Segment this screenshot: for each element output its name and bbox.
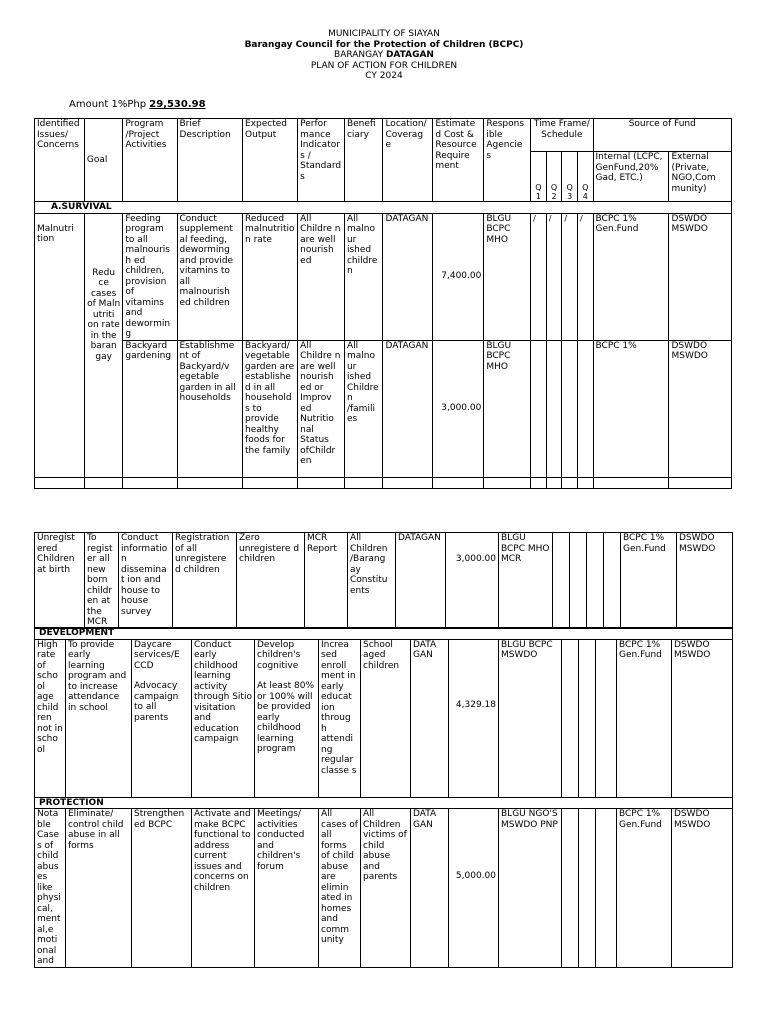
r1-beneficiary: All malnour ished children (344, 213, 382, 340)
r1-cost: 7,400.00 (433, 213, 484, 340)
col-brief: Brief Description (177, 119, 243, 202)
blank-cell (383, 477, 433, 488)
r2-indicator: All Childre n are well nourish ed or Improv ed Nutritio nal Status ofChildr en (298, 340, 345, 477)
r5-agencies: BLGU NGO'S MSWDO PNP (499, 809, 562, 968)
r5-brief: Activate and make BCPC functional to address current issues and concerns on children (192, 809, 255, 968)
blank-cell (577, 477, 593, 488)
blank-cell (35, 477, 85, 488)
col-q1: Q 1 (531, 152, 547, 202)
r3-q2 (570, 533, 587, 629)
action-plan-table-part1 (34, 118, 732, 489)
r4-output-line1: Develop children's cognitive (257, 639, 301, 671)
r5-cost: 5,000.00 (449, 809, 499, 968)
r1-q2: / (546, 213, 562, 340)
r4-brief: Conduct early childhood learning activity through Sitio visitation and education campaign (192, 639, 255, 797)
r3-location: DATAGAN (396, 533, 446, 629)
action-plan-table-part3 (34, 627, 733, 968)
r5-program: Strengthen ed BCPC (132, 809, 192, 968)
blank-cell (433, 477, 484, 488)
blank-cell (484, 477, 531, 488)
r3-q4 (604, 533, 621, 629)
blank-cell (593, 477, 669, 488)
council-title: Barangay Council for the Protection of Children (BCPC) (244, 39, 524, 50)
r3-q1 (553, 533, 570, 629)
r3-brief: Registration of all unregistere d children (173, 533, 237, 629)
col-external: External (Private, NGO,Com munity) (669, 152, 732, 202)
blank-cell (84, 477, 122, 488)
r1-q4: / (577, 213, 593, 340)
amount-line (69, 99, 206, 110)
col-q3: Q 3 (562, 152, 578, 202)
municipality-line: MUNICIPALITY OF SIAYAN (328, 29, 440, 39)
r2-internal: BCPC 1% (593, 340, 669, 477)
blank-cell (562, 477, 578, 488)
r5-beneficiary: All Children victims of child abuse and parents (361, 809, 411, 968)
blank-cell (531, 477, 547, 488)
r2-program: Backyard gardening (123, 340, 177, 477)
r1-goal: Redu ce cases of Maln utriti on rate in the baran gay (84, 213, 122, 477)
col-program: Program /Project Activities (123, 119, 177, 202)
r5-internal: BCPC 1% Gen.Fund (617, 809, 672, 968)
section-protection: PROTECTION (35, 797, 733, 809)
r4-beneficiary: School aged children (361, 639, 411, 797)
col-beneficiary: Benefi ciary (344, 119, 382, 202)
r4-location: DATA GAN (411, 639, 449, 797)
r3-internal: BCPC 1% Gen.Fund (621, 533, 677, 629)
r1-output: Reduced malnutrition rate (243, 213, 298, 340)
r2-q1 (531, 340, 547, 477)
r4-q2 (579, 639, 596, 797)
col-goal: Goal (84, 119, 122, 202)
amount-label: Amount 1%Php (69, 99, 150, 110)
r4-agencies: BLGU BCPC MSWDO (499, 639, 562, 797)
col-cost: Estimate d Cost & Resource Require ment (433, 119, 484, 202)
r5-output: Meetings/ activities conducted and children's forum (255, 809, 319, 968)
r2-beneficiary: All malnour ished Children /families (344, 340, 382, 477)
r2-output: Backyard/ vegetable garden are established in all households to provide healthy foods for the family (243, 340, 298, 477)
r2-cost: 3,000.00 (433, 340, 484, 477)
col-location: Location/ Coverag e (383, 119, 433, 202)
r3-beneficiary: All Children /Barang ay Constitu ents (348, 533, 396, 629)
col-q2: Q 2 (546, 152, 562, 202)
r4-cost: 4,329.18 (449, 639, 499, 797)
r4-q3 (596, 639, 617, 797)
section-development: DEVELOPMENT (35, 628, 733, 640)
r3-cost: 3,000.00 (446, 533, 499, 629)
col-agencies: Respons ible Agencie s (484, 119, 531, 202)
blank-cell (669, 477, 732, 488)
r3-program: Conduct informatio n disseminat ion and house to house survey (119, 533, 173, 629)
blank-cell (344, 477, 382, 488)
r1-internal: BCPC 1% Gen.Fund (593, 213, 669, 340)
r4-external: DSWDO MSWDO (672, 639, 733, 797)
r1-indicator: All Childre n are well nourish ed (298, 213, 345, 340)
r5-location: DATA GAN (411, 809, 449, 968)
r3-output: Zero unregistere d children (237, 533, 305, 629)
r4-q1 (562, 639, 579, 797)
r1-location: DATAGAN (383, 213, 433, 340)
r1-external: DSWDO MSWDO (669, 213, 732, 340)
section-survival: A.SURVIVAL (35, 202, 732, 214)
r1-q3: / (562, 213, 578, 340)
r3-external: DSWDO MSWDO (677, 533, 733, 629)
amount-value: 29,530.98 (149, 99, 206, 110)
r3-indicator: MCR Report (305, 533, 348, 629)
r2-brief: Establishme nt of Backyard/v egetable garden in all households (177, 340, 243, 477)
r4-issue: High rate of scho ol age child ren not in scho ol (35, 639, 66, 797)
year-line: CY 2024 (365, 71, 403, 81)
r5-external: DSWDO MSWDO (672, 809, 733, 968)
col-indicator: Perfor mance Indicator s / Standard s (298, 119, 345, 202)
barangay-line: BARANGAY DATAGAN (334, 50, 434, 60)
r2-location: DATAGAN (383, 340, 433, 477)
r4-program-line2: Advocacy campaign to all parents (134, 681, 179, 723)
r4-goal: To provide early learning program and to increase attendance in school (66, 639, 132, 797)
r2-q3 (562, 340, 578, 477)
col-q4: Q 4 (577, 152, 593, 202)
r1-agencies: BLGU BCPC MHO (484, 213, 531, 340)
plan-title: PLAN OF ACTION FOR CHILDREN (310, 60, 458, 71)
blank-cell (243, 477, 298, 488)
r1-q1: / (531, 213, 547, 340)
r2-external: DSWDO MSWDO (669, 340, 732, 477)
r4-program-line1: Daycare services/E CCD (134, 639, 180, 671)
r4-program (132, 639, 192, 797)
r3-q3 (587, 533, 604, 629)
r4-output-line2: At least 80% or 100% will be provided early childhood learning program (257, 681, 315, 754)
blank-cell (123, 477, 177, 488)
r2-q2 (546, 340, 562, 477)
r1-issue: Malnutri tion (35, 213, 85, 477)
col-source: Source of Fund (593, 119, 731, 152)
r2-q4 (577, 340, 593, 477)
r5-q3 (596, 809, 617, 968)
r3-agencies: BLGU BCPC MHO MCR (499, 533, 553, 629)
r3-goal: To regist er all new born childr en at the MCR (85, 533, 119, 629)
blank-cell (298, 477, 345, 488)
r4-output (255, 639, 319, 797)
r5-indicator: All cases of all forms of child abuse are elimin ated in homes and comm unity (319, 809, 361, 968)
r1-program: Feeding program to all malnourish ed children, provision of vitamins and deworming (123, 213, 177, 340)
r5-q1 (562, 809, 579, 968)
action-plan-table-part2 (34, 532, 733, 629)
blank-cell (177, 477, 243, 488)
col-timeframe: Time Frame/ Schedule (531, 119, 593, 152)
col-issues: Identified Issues/ Concerns (35, 119, 85, 202)
r5-q2 (579, 809, 596, 968)
col-output: Expected Output (243, 119, 298, 202)
r4-indicator: Increa sed enroll ment in early educat ion throug h attendi ng regular classe s (319, 639, 361, 797)
r1-brief: Conduct supplement al feeding, deworming and provide vitamins to all malnourish ed children (177, 213, 243, 340)
r5-issue: Nota ble Case s of child abus es like physi cal, ment al,e moti onal and (35, 809, 66, 968)
col-internal: Internal (LCPC, GenFund,20% Gad, ETC.) (593, 152, 669, 202)
document-header (0, 29, 768, 82)
r4-internal: BCPC 1% Gen.Fund (617, 639, 672, 797)
r5-goal: Eliminate/ control child abuse in all forms (66, 809, 132, 968)
r3-issue: Unregist ered Children at birth (35, 533, 85, 629)
r2-agencies: BLGU BCPC MHO (484, 340, 531, 477)
blank-cell (546, 477, 562, 488)
